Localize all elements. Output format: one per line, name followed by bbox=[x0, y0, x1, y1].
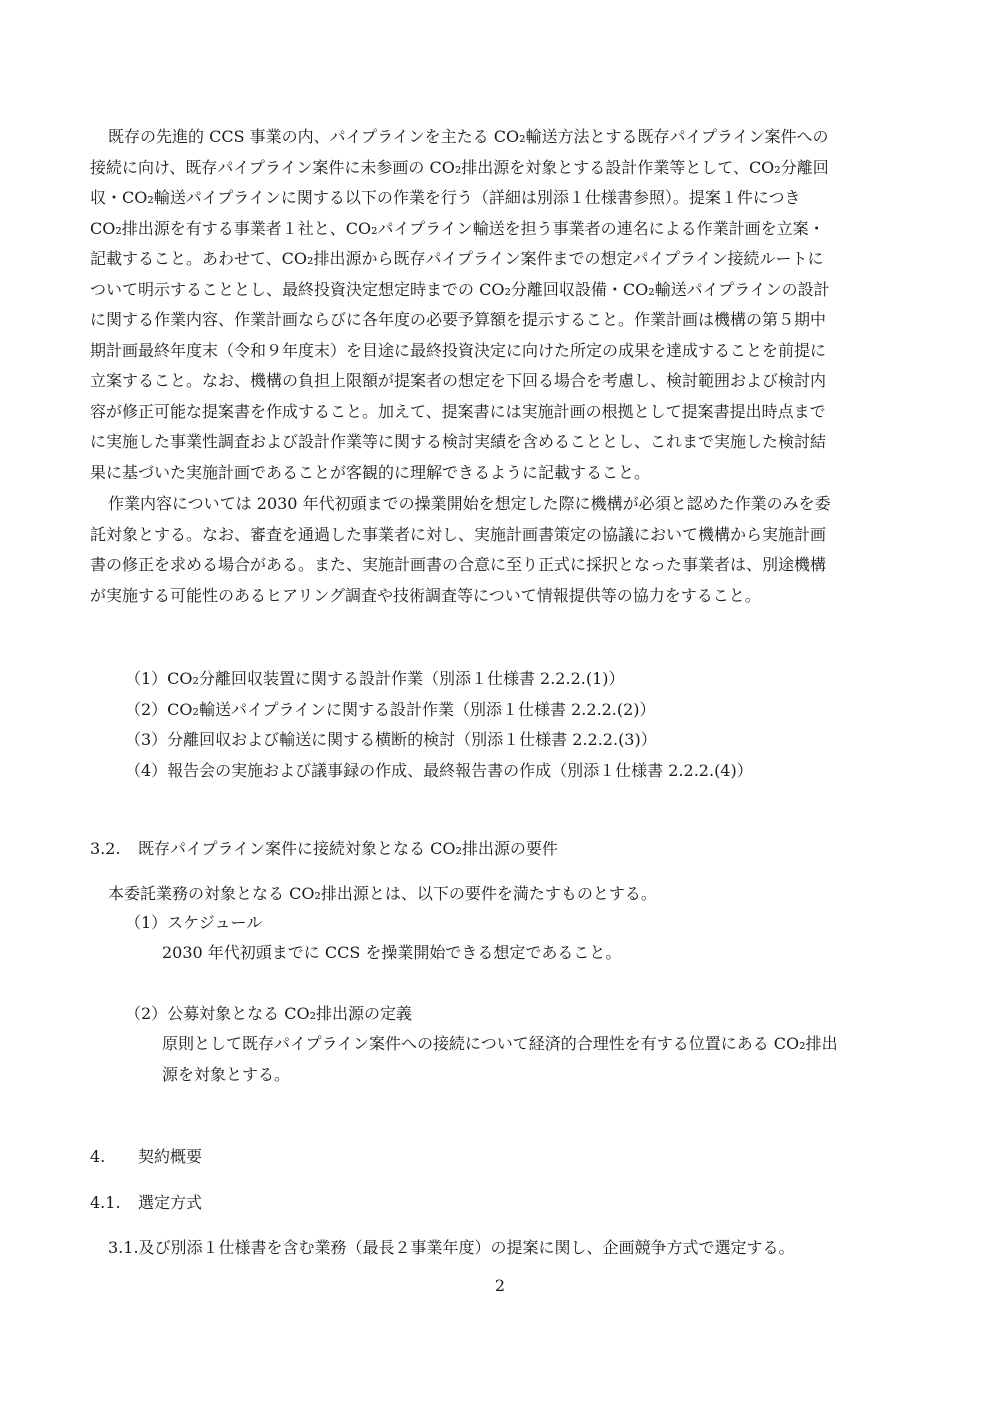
paragraph-line: 期計画最終年度末（令和９年度末）を目途に最終投資決定に向けた所定の成果を達成することを前提に bbox=[90, 340, 827, 360]
requirement-1-label: （1）スケジュール bbox=[125, 913, 263, 932]
paragraph-line: 収・CO₂輸送パイプラインに関する以下の作業を行う（詳細は別添１仕様書参照）。提案１件につき bbox=[90, 188, 801, 207]
paragraph-line: 作業内容については 2030 年代初頭までの操業開始を想定した際に機構が必須と認めた作業のみを委 bbox=[108, 494, 831, 513]
work-item: （4）報告会の実施および議事録の作成、最終報告書の作成（別添１仕様書 2.2.2.(4)） bbox=[125, 760, 753, 780]
section-title: 選定方式 bbox=[138, 1193, 203, 1212]
paragraph-line: 書の修正を求める場合がある。また、実施計画書の合意に至り正式に採択となった事業者は、別途機構 bbox=[90, 555, 827, 574]
section-3-2-heading bbox=[90, 836, 558, 859]
requirement-2-text-line2: 源を対象とする。 bbox=[162, 1065, 291, 1084]
requirement-2-text-line1: 原則として既存パイプライン案件への接続について経済的合理性を有する位置にある CO₂排出 bbox=[162, 1034, 838, 1053]
section-number: 4. bbox=[90, 1147, 106, 1166]
paragraph-line: に関する作業内容、作業計画ならびに各年度の必要予算額を提示すること。作業計画は機構の第５期中 bbox=[90, 310, 827, 329]
paragraph-line: ついて明示することとし、最終投資決定想定時までの CO₂分離回収設備・CO₂輸送パイプラインの設計 bbox=[90, 279, 830, 299]
section-3-2-intro: 本委託業務の対象となる CO₂排出源とは、以下の要件を満たすものとする。 bbox=[108, 884, 657, 903]
paragraph-line: 果に基づいた実施計画であることが客観的に理解できるように記載すること。 bbox=[90, 462, 651, 482]
requirement-2-label: （2）公募対象となる CO₂排出源の定義 bbox=[125, 1004, 413, 1023]
paragraph-line: 立案すること。なお、機構の負担上限額が提案者の想定を下回る場合を考慮し、検討範囲および検討内 bbox=[90, 371, 827, 390]
section-4-1-heading bbox=[90, 1190, 202, 1213]
work-item: （3）分離回収および輸送に関する横断的検討（別添１仕様書 2.2.2.(3)） bbox=[125, 730, 657, 749]
section-title: 契約概要 bbox=[138, 1147, 203, 1166]
paragraph-line: に実施した事業性調査および設計作業等に関する検討実績を含めることとし、これまで実施した検討結 bbox=[90, 432, 827, 451]
section-number: 3.2. bbox=[90, 839, 121, 858]
section-4-heading bbox=[90, 1144, 202, 1167]
paragraph-line: CO₂排出源を有する事業者１社と、CO₂パイプライン輸送を担う事業者の連名による作業計画を立案・ bbox=[90, 218, 825, 238]
section-4-1-text: 3.1.及び別添１仕様書を含む業務（最長２事業年度）の提案に関し、企画競争方式で選定する。 bbox=[108, 1238, 795, 1257]
body-paragraph-2 bbox=[90, 489, 912, 611]
paragraph-line: 既存の先進的 CCS 事業の内、パイプラインを主たる CO₂輸送方法とする既存パイプライン案件への bbox=[108, 127, 829, 146]
work-item-list bbox=[125, 664, 753, 786]
paragraph-line: 託対象とする。なお、審査を通過した事業者に対し、実施計画書策定の協議において機構から実施計画 bbox=[90, 524, 827, 544]
paragraph-line: 記載すること。あわせて、CO₂排出源から既存パイプライン案件までの想定パイプライン接続ルートに bbox=[90, 249, 824, 268]
requirement-1-text: 2030 年代初頭までに CCS を操業開始できる想定であること。 bbox=[162, 943, 622, 962]
section-title: 既存パイプライン案件に接続対象となる CO₂排出源の要件 bbox=[138, 839, 558, 858]
paragraph-line: 容が修正可能な提案書を作成すること。加えて、提案書には実施計画の根拠として提案書提出時点まで bbox=[90, 401, 826, 421]
body-paragraph-1 bbox=[90, 122, 912, 488]
work-item: （1）CO₂分離回収装置に関する設計作業（別添１仕様書 2.2.2.(1)） bbox=[125, 669, 625, 688]
page-number: 2 bbox=[494, 1276, 506, 1295]
work-item: （2）CO₂輸送パイプラインに関する設計作業（別添１仕様書 2.2.2.(2)） bbox=[125, 699, 656, 719]
paragraph-line: 接続に向け、既存パイプライン案件に未参画の CO₂排出源を対象とする設計作業等として、CO₂分離回 bbox=[90, 157, 829, 177]
paragraph-line: が実施する可能性のあるヒアリング調査や技術調査等について情報提供等の協力をすること。 bbox=[90, 585, 761, 605]
section-number: 4.1. bbox=[90, 1193, 121, 1212]
